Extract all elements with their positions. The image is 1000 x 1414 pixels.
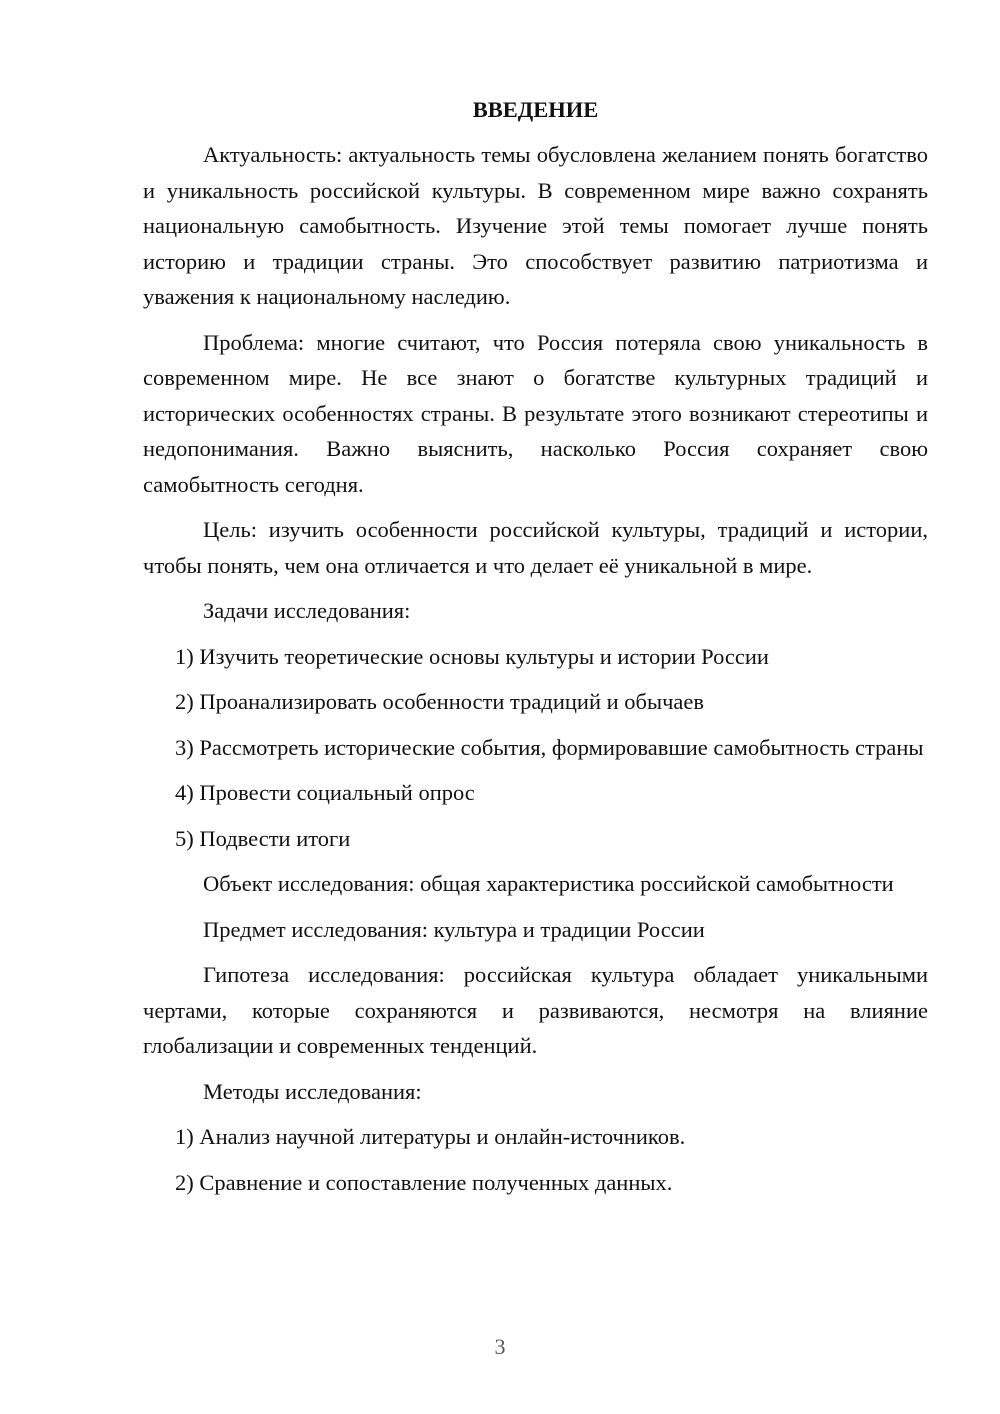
task-item: 4) Провести социальный опрос — [175, 780, 475, 805]
method-item: 2) Сравнение и сопоставление полученных данных. — [175, 1169, 673, 1195]
method-item: 1) Анализ научной литературы и онлайн-источников. — [175, 1124, 686, 1149]
hypothesis-paragraph: Гипотеза исследования: российская культура обладает уникальными чертами, которые сохраняются и развиваются, несмотря на влияние глобализации и современных тенденций. — [143, 962, 928, 1058]
page-title: ВВЕДЕНИЕ — [472, 97, 599, 122]
object-paragraph: Объект исследования: общая характеристика российской самобытности — [203, 871, 894, 896]
task-item: 2) Проанализировать особенности традиций и обычаев — [175, 689, 705, 714]
page-number: 3 — [494, 1334, 506, 1359]
subject-paragraph: Предмет исследования: культура и традиции России — [203, 916, 705, 942]
task-item: 1) Изучить теоретические основы культуры и истории России — [175, 643, 769, 669]
task-item: 5) Подвести итоги — [175, 825, 351, 851]
goal-paragraph: Цель: изучить особенности российской культуры, традиций и истории, чтобы понять, чем она отличается и что делает её уникальной в мире. — [143, 517, 928, 578]
tasks-heading: Задачи исследования: — [203, 598, 411, 623]
problem-paragraph: Проблема: многие считают, что Россия потеряла свою уникальность в современном мире. Не все знают о богатстве культурных традиций и исторических особенностях страны. В результате этого возникают стереотипы и недопонимания. Важно выяснить, насколько Россия сохраняет свою самобытность сегодня. — [143, 329, 928, 497]
relevance-paragraph: Актуальность: актуальность темы обусловлена желанием понять богатство и уникальность российской культуры. В современном мире важно сохранять национальную самобытность. Изучение этой темы помогает лучше понять историю и традиции страны. Это способствует развитию патриотизма и уважения к национальному наследию. — [143, 142, 928, 309]
task-item: 3) Рассмотреть исторические события, формировавшие самобытность страны — [175, 734, 924, 760]
methods-heading: Методы исследования: — [203, 1078, 422, 1104]
page-content — [143, 94, 928, 1210]
